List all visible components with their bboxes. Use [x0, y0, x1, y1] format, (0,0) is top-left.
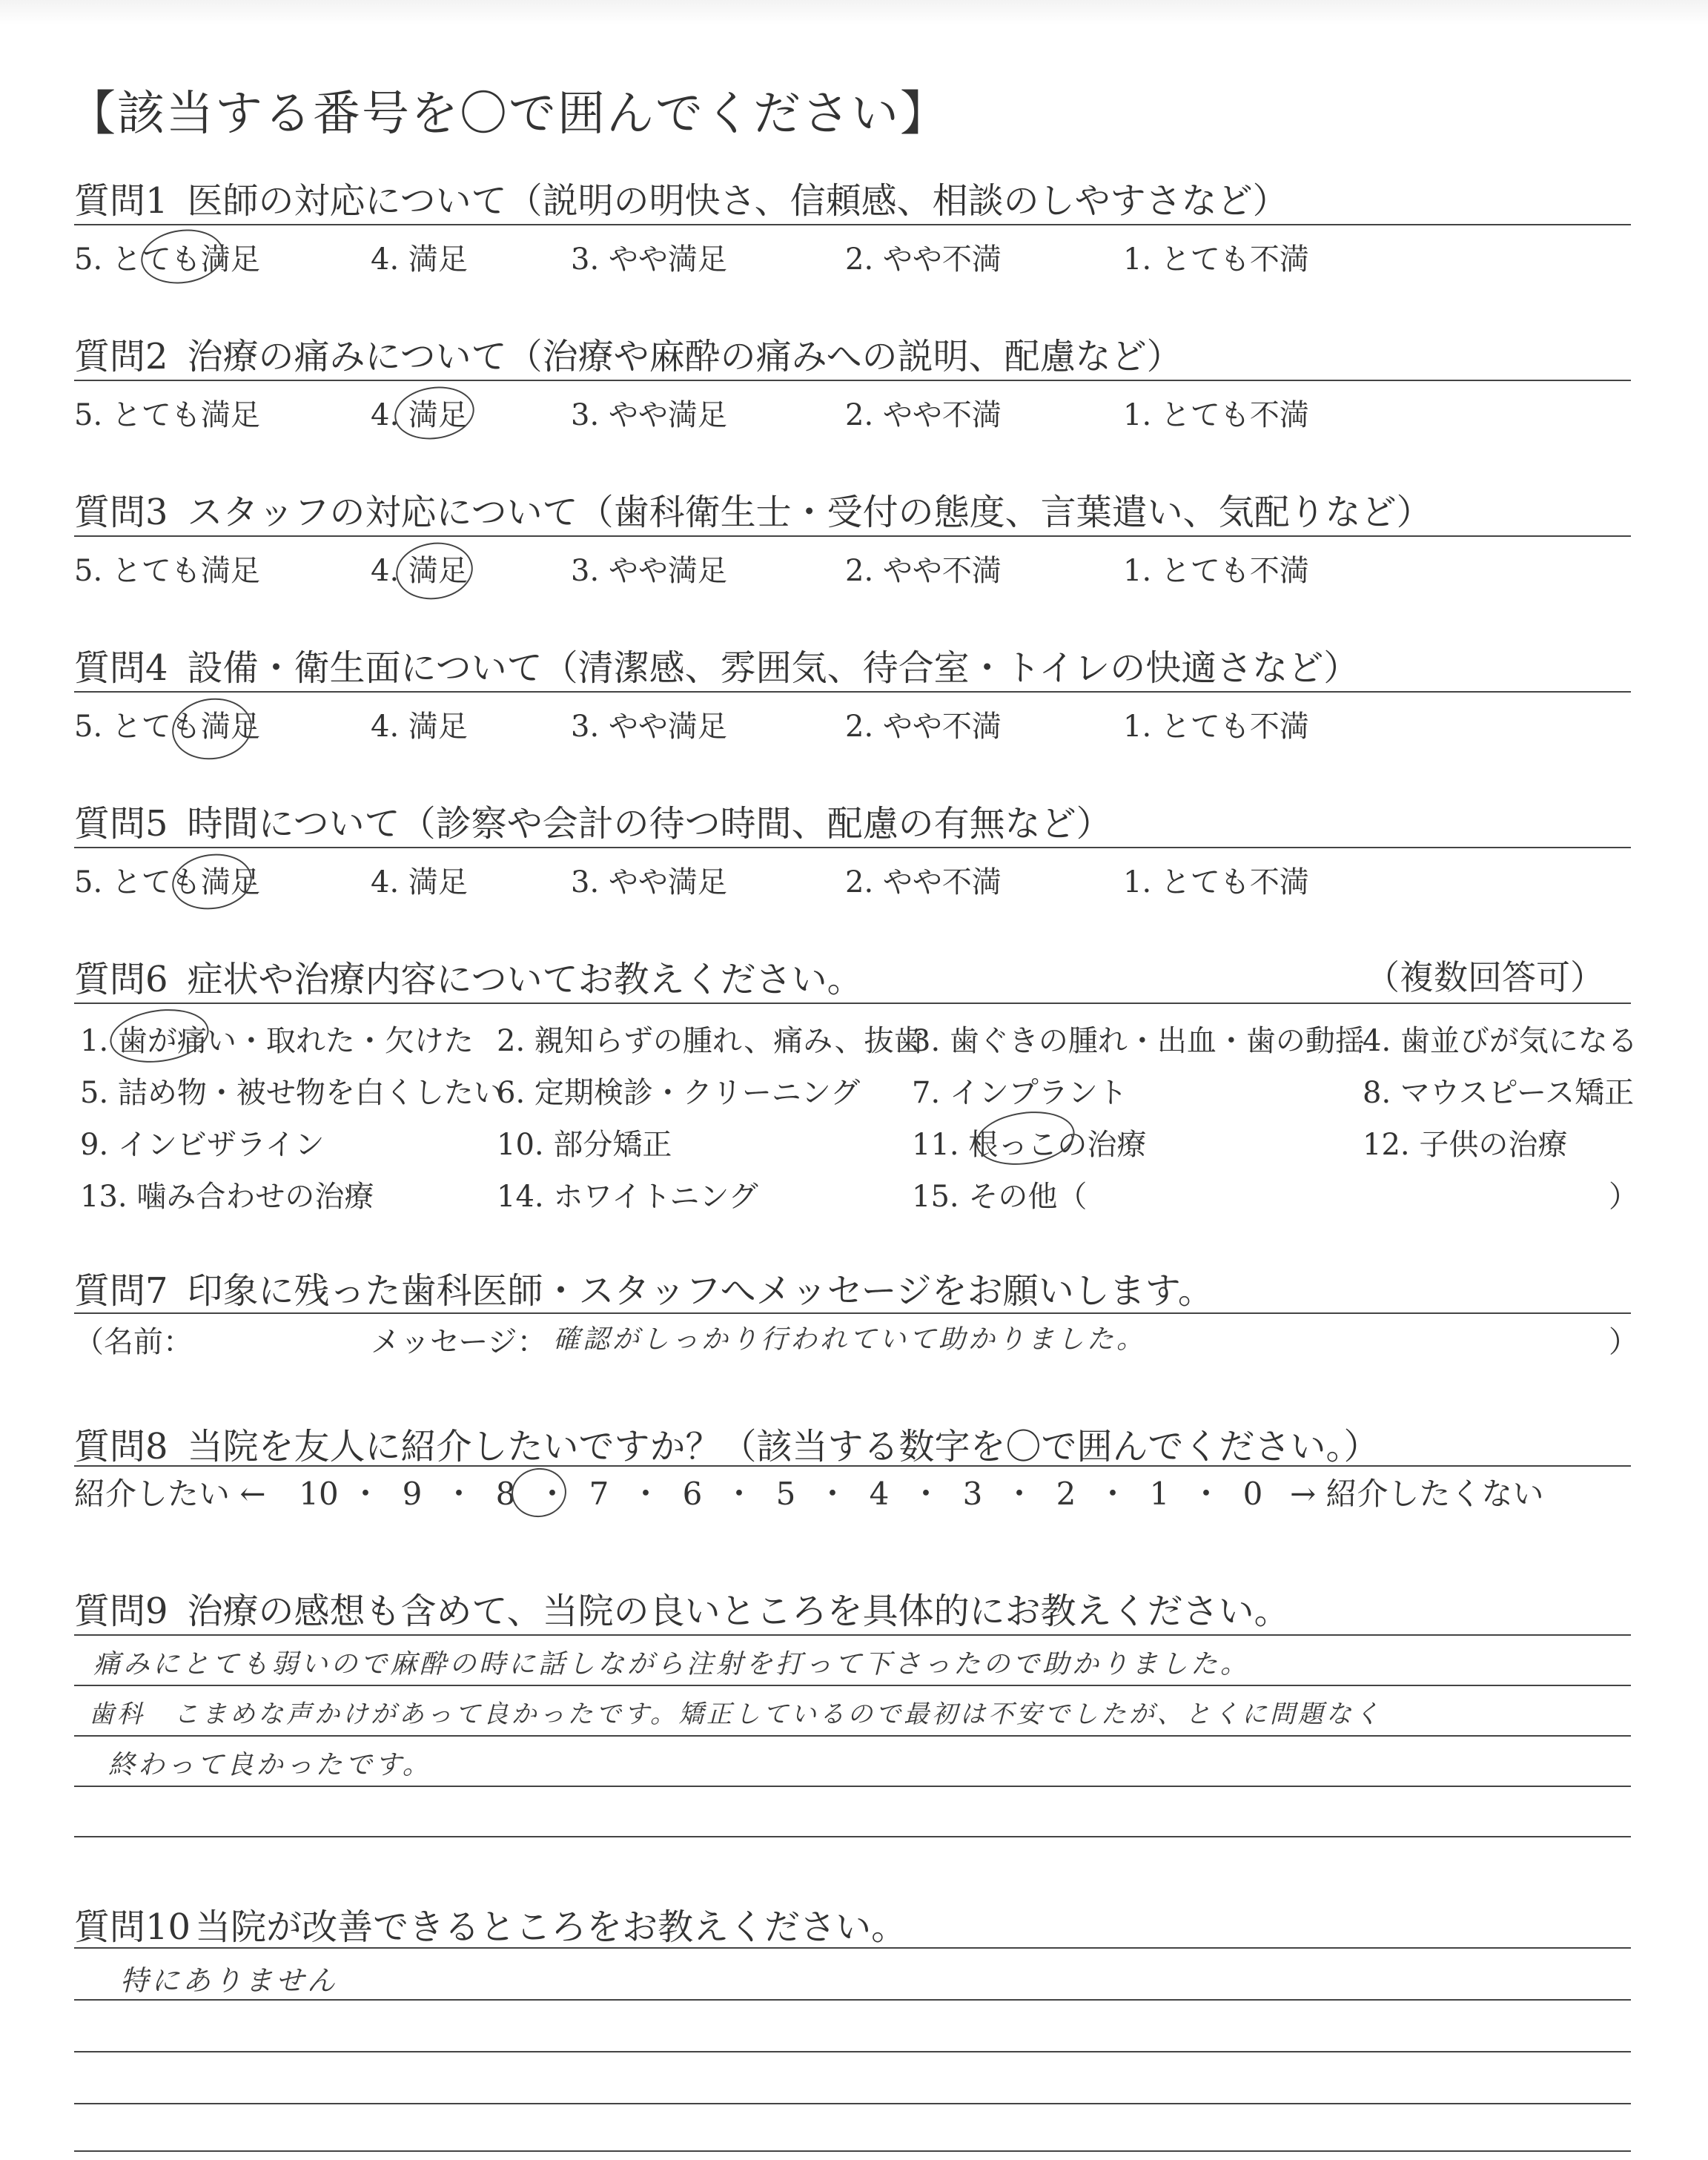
- q1-option-3[interactable]: 3. やや満足: [571, 242, 727, 277]
- question-3-heading: [74, 483, 1432, 535]
- question-7-heading: [74, 1262, 1214, 1313]
- answer-line: [74, 1735, 1631, 1737]
- answer-line: [74, 1634, 1631, 1636]
- q1-option-2[interactable]: 2. やや不満: [845, 242, 1002, 277]
- question-number: 質問8: [74, 1426, 168, 1467]
- message-field-label: メッセージ：: [371, 1325, 547, 1359]
- name-field-label: （名前：: [74, 1325, 193, 1359]
- q5-option-2[interactable]: 2. やや不満: [845, 865, 1002, 899]
- symptom-option[interactable]: 11. 根っこの治療: [912, 1128, 1147, 1162]
- q4-option-1[interactable]: 1. とても不満: [1123, 710, 1309, 744]
- question-8-heading: [74, 1418, 1380, 1469]
- question-text: 医師の対応について（説明の明快さ、信頼感、相談のしやすさなど）: [187, 180, 1288, 222]
- rule: [74, 380, 1631, 381]
- scale-left-label: 紹介したい ←: [74, 1476, 266, 1512]
- multiple-answer-note: （複数回答可）: [1366, 957, 1604, 997]
- question-number: 質問2: [74, 336, 168, 377]
- symptom-option[interactable]: 15. その他（: [912, 1180, 1088, 1214]
- scale-value[interactable]: 4: [869, 1476, 890, 1512]
- scale-value[interactable]: 6: [682, 1476, 703, 1512]
- q1-option-4[interactable]: 4. 満足: [371, 242, 468, 277]
- rule: [74, 1003, 1631, 1004]
- rule: [74, 224, 1631, 225]
- q4-option-5[interactable]: 5. とても満足: [74, 710, 260, 744]
- question-number: 質問10: [74, 1906, 191, 1948]
- answer-line: [74, 2103, 1631, 2104]
- symptom-option[interactable]: 2. 親知らずの腫れ、痛み、抜歯: [497, 1024, 924, 1058]
- question-text: 時間について（診察や会計の待つ時間、配慮の有無など）: [187, 803, 1112, 845]
- q2-option-2[interactable]: 2. やや不満: [845, 398, 1002, 432]
- question-text: 治療の感想も含めて、当院の良いところを具体的にお教えください。: [187, 1591, 1290, 1632]
- answer-line: [74, 1999, 1631, 2001]
- question-1-heading: [74, 172, 1288, 223]
- q2-option-5[interactable]: 5. とても満足: [74, 398, 260, 432]
- question-number: 質問7: [74, 1270, 168, 1312]
- q5-option-1[interactable]: 1. とても不満: [1123, 865, 1309, 899]
- rule: [74, 535, 1631, 537]
- question-number: 質問1: [74, 180, 168, 222]
- question-text: 設備・衛生面について（清潔感、雰囲気、待合室・トイレの快適さなど）: [187, 647, 1360, 689]
- q2-option-3[interactable]: 3. やや満足: [571, 398, 727, 432]
- question-text: 治療の痛みについて（治療や麻酔の痛みへの説明、配慮など）: [187, 336, 1182, 377]
- symptom-option[interactable]: 5. 詰め物・被せ物を白くしたい: [80, 1076, 503, 1110]
- question-number: 質問5: [74, 803, 168, 845]
- handwritten-answer-line[interactable]: 特にありません: [120, 1964, 339, 1997]
- answer-line: [74, 2051, 1631, 2052]
- symptom-option[interactable]: 6. 定期検診・クリーニング: [497, 1076, 861, 1110]
- question-number: 質問4: [74, 647, 168, 689]
- rule: [74, 691, 1631, 693]
- symptom-option[interactable]: 8. マウスピース矯正: [1363, 1076, 1635, 1110]
- scale-right-label: → 紹介したくない: [1290, 1476, 1544, 1512]
- other-close-paren: ）: [1609, 1180, 1638, 1214]
- symptom-option[interactable]: 9. インビザライン: [80, 1128, 325, 1162]
- question-text: スタッフの対応について（歯科衛生士・受付の態度、言葉遣い、気配りなど）: [187, 492, 1432, 533]
- question-10-heading: [74, 1898, 907, 1949]
- symptom-option[interactable]: 12. 子供の治療: [1363, 1128, 1568, 1162]
- symptom-option[interactable]: 7. インプラント: [912, 1076, 1128, 1110]
- answer-line: [74, 1786, 1631, 1787]
- q5-option-4[interactable]: 4. 満足: [371, 865, 468, 899]
- q3-option-5[interactable]: 5. とても満足: [74, 554, 260, 588]
- scale-value[interactable]: 5: [775, 1476, 796, 1512]
- rule: [74, 1312, 1631, 1314]
- q2-option-4[interactable]: 4. 満足: [371, 398, 468, 432]
- answer-line: [74, 1685, 1631, 1686]
- question-text: 当院が改善できるところをお教えください。: [195, 1906, 907, 1948]
- question-number: 質問3: [74, 492, 168, 533]
- symptom-option[interactable]: 3. 歯ぐきの腫れ・出血・歯の動揺: [912, 1024, 1365, 1058]
- question-text: 症状や治療内容についてお教えください。: [187, 959, 863, 1000]
- recommend-scale: 紹介したい ← 10 ・ 9 ・ 8 ・ 7 ・ 6 ・ 5 ・ 4 ・ 3 ・ 2 ・ 1 ・ 0 → 紹介したくない: [74, 1470, 1544, 1514]
- q4-option-3[interactable]: 3. やや満足: [571, 710, 727, 744]
- scale-value[interactable]: 7: [589, 1476, 609, 1512]
- q1-option-1[interactable]: 1. とても不満: [1123, 242, 1309, 277]
- scale-value[interactable]: 2: [1056, 1476, 1076, 1512]
- form-title: 【該当する番号を〇で囲んでください】: [68, 87, 949, 142]
- question-9-heading: [74, 1582, 1290, 1634]
- question-2-heading: [74, 328, 1182, 379]
- answer-line: [74, 1947, 1631, 1949]
- question-4-heading: [74, 639, 1359, 690]
- scale-value[interactable]: 0: [1242, 1476, 1263, 1512]
- symptom-option[interactable]: 1. 歯が痛い・取れた・欠けた: [80, 1024, 474, 1058]
- symptom-option[interactable]: 14. ホワイトニング: [497, 1180, 758, 1214]
- handwritten-message[interactable]: 確認がしっかり行われていて助かりました。: [553, 1324, 1147, 1355]
- q2-option-1[interactable]: 1. とても不満: [1123, 398, 1309, 432]
- q3-option-1[interactable]: 1. とても不満: [1123, 554, 1309, 588]
- handwritten-answer-line[interactable]: 痛みにとても弱いので麻酔の時に話しながら注射を打って下さったので助かりました。: [93, 1649, 1251, 1680]
- rule: [74, 1465, 1631, 1467]
- symptom-option[interactable]: 10. 部分矯正: [497, 1128, 672, 1162]
- scan-top-edge: [0, 0, 1708, 25]
- question-6-heading: [74, 951, 863, 1002]
- question-5-heading: [74, 795, 1112, 846]
- scale-value[interactable]: 1: [1149, 1476, 1170, 1512]
- q4-option-4[interactable]: 4. 満足: [371, 710, 468, 744]
- question-number: 質問6: [74, 959, 168, 1000]
- question-text: 当院を友人に紹介したいですか？（該当する数字を〇で囲んでください。）: [187, 1426, 1380, 1467]
- q1-option-5[interactable]: 5. とても満足: [74, 242, 260, 277]
- q3-option-2[interactable]: 2. やや不満: [845, 554, 1002, 588]
- scale-value[interactable]: 9: [402, 1476, 423, 1512]
- message-close-paren: ）: [1609, 1325, 1638, 1359]
- q5-option-5[interactable]: 5. とても満足: [74, 865, 260, 899]
- q5-option-3[interactable]: 3. やや満足: [571, 865, 727, 899]
- question-number: 質問9: [74, 1591, 168, 1632]
- symptom-option[interactable]: 13. 噛み合わせの治療: [80, 1180, 374, 1214]
- q3-option-3[interactable]: 3. やや満足: [571, 554, 727, 588]
- q4-option-2[interactable]: 2. やや不満: [845, 710, 1002, 744]
- symptom-option[interactable]: 4. 歯並びが気になる: [1363, 1024, 1638, 1058]
- scale-value[interactable]: 3: [962, 1476, 983, 1512]
- answer-line: [74, 2150, 1631, 2152]
- question-text: 印象に残った歯科医師・スタッフへメッセージをお願いします。: [187, 1270, 1214, 1312]
- handwritten-answer-line[interactable]: 歯科 こまめな声かけがあって良かったです。矯正しているので最初は不安でしたが、とくに問題なく: [89, 1700, 1383, 1729]
- q3-option-4[interactable]: 4. 満足: [371, 554, 468, 588]
- scale-value[interactable]: 10: [299, 1476, 339, 1512]
- handwritten-answer-line[interactable]: 終わって良かったです。: [108, 1750, 432, 1780]
- rule: [74, 847, 1631, 848]
- answer-line: [74, 1836, 1631, 1837]
- scale-value-selected[interactable]: 8: [495, 1476, 516, 1512]
